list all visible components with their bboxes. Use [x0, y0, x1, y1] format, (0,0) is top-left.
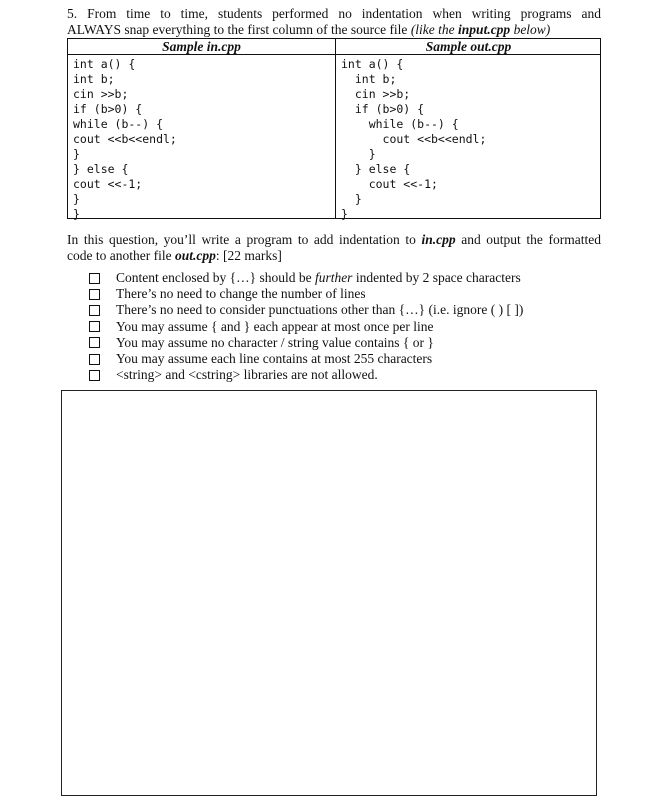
- requirement-item: [89, 367, 523, 383]
- code-line: if (b>0) {: [73, 102, 143, 116]
- code-line: cout <<b<<endl;: [73, 132, 177, 146]
- checkbox-icon[interactable]: [89, 354, 100, 365]
- code-line: } else {: [73, 162, 129, 176]
- code-line: cin >>b;: [73, 87, 129, 101]
- requirement-text: You may assume each line contains at most 255 characters: [116, 351, 433, 367]
- code-line: cout <<b<<endl;: [341, 132, 487, 146]
- code-line: if (b>0) {: [341, 102, 425, 116]
- requirement-item: [89, 319, 523, 335]
- checkbox-icon[interactable]: [89, 273, 100, 284]
- sample-in-header: Sample in.cpp: [162, 39, 241, 54]
- requirement-item: [89, 302, 523, 318]
- code-line: }: [341, 207, 348, 221]
- answer-box[interactable]: [61, 390, 597, 796]
- code-line: while (b--) {: [341, 117, 459, 131]
- requirement-text: You may assume { and } each appear at most once per line: [116, 318, 434, 334]
- requirement-text: Content enclosed by {…} should be further indented by 2 space characters: [116, 270, 521, 286]
- code-line: cout <<-1;: [341, 177, 438, 191]
- requirement-text: There’s no need to change the number of lines: [116, 286, 366, 302]
- requirement-text: <string> and <cstring> libraries are not allowed.: [116, 367, 378, 383]
- header-divider: [68, 54, 600, 55]
- checkbox-icon[interactable]: [89, 337, 100, 348]
- task-line2: code to another file out.cpp: [22 marks]: [67, 248, 282, 263]
- sample-out-header: Sample out.cpp: [425, 39, 512, 54]
- code-line: }: [73, 192, 80, 206]
- checkbox-icon[interactable]: [89, 305, 100, 316]
- checkbox-icon[interactable]: [89, 289, 100, 300]
- requirement-item: [89, 351, 523, 367]
- checkbox-icon[interactable]: [89, 321, 100, 332]
- code-line: }: [341, 192, 362, 206]
- code-line: } else {: [341, 162, 411, 176]
- requirements-list: [89, 270, 523, 383]
- requirement-item: [89, 286, 523, 302]
- code-line: }: [341, 147, 376, 161]
- code-line: int b;: [341, 72, 397, 86]
- sample-out-code: [341, 57, 486, 222]
- sample-in-code: [73, 57, 177, 222]
- code-line: int a() {: [341, 57, 404, 71]
- column-divider: [335, 39, 336, 218]
- code-line: int b;: [73, 72, 115, 86]
- code-line: int a() {: [73, 57, 136, 71]
- code-line: while (b--) {: [73, 117, 164, 131]
- checkbox-icon[interactable]: [89, 370, 100, 381]
- code-line: }: [73, 207, 80, 221]
- question-intro: [67, 6, 601, 38]
- task-description: [67, 232, 601, 264]
- requirement-text: There’s no need to consider punctuations other than {…} (i.e. ignore ( ) [ ]): [116, 302, 524, 318]
- task-line1: In this question, you’ll write a program to add indentation to in.cpp and output the formatted: [67, 232, 601, 247]
- sample-code-table: [67, 38, 601, 219]
- requirement-text: You may assume no character / string value contains { or }: [116, 334, 434, 350]
- question-intro-line1: 5. From time to time, students performed no indentation when writing programs and: [67, 6, 601, 21]
- code-line: cin >>b;: [341, 87, 411, 101]
- code-line: }: [73, 147, 80, 161]
- requirement-item: [89, 335, 523, 351]
- requirement-item: [89, 270, 523, 286]
- code-line: cout <<-1;: [73, 177, 143, 191]
- question-intro-line2: ALWAYS snap everything to the first column of the source file (like the input.cpp below): [67, 22, 551, 37]
